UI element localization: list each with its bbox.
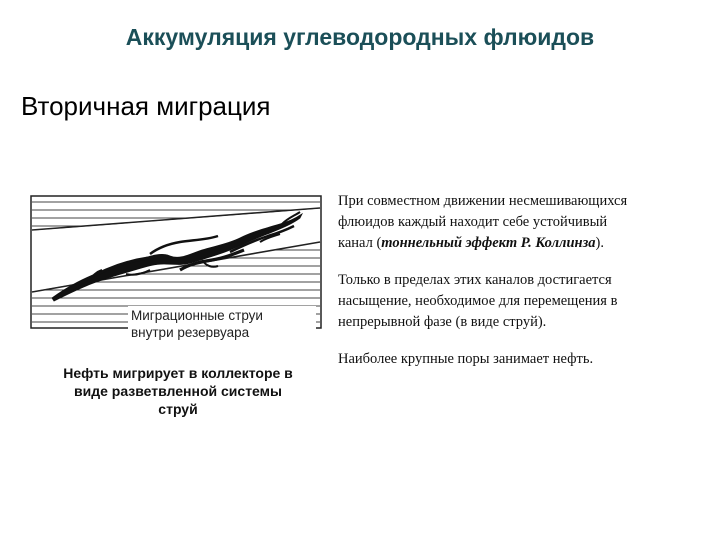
text-line: насыщение, необходимое для перемещения в — [338, 293, 618, 309]
text-line: канал ( — [338, 235, 382, 251]
figure-caption — [28, 364, 328, 418]
text-line: непрерывной фазе (в виде струй). — [338, 314, 547, 330]
caption-line: виде разветвленной системы — [74, 383, 282, 399]
text-line: Наиболее крупные поры занимает нефть. — [338, 351, 594, 367]
text-line: ). — [595, 235, 604, 251]
text-line: флюидов каждый находит себе устойчивый — [338, 214, 608, 230]
caption-line: Нефть мигрирует в коллекторе в — [63, 365, 293, 381]
caption-line: струй — [158, 401, 198, 417]
explanation-text — [338, 191, 698, 386]
emphasis-term: тоннельный эффект Р. Коллинза — [381, 235, 596, 251]
paragraph-tunnel-effect — [338, 191, 698, 254]
paragraph-pores — [338, 349, 698, 370]
text-line: При совместном движении несмешивающихся — [338, 193, 628, 209]
slide-title: Аккумуляция углеводородных флюидов — [125, 24, 595, 50]
figure-label-line: Миграционные струи — [131, 308, 263, 323]
figure-label — [128, 306, 316, 342]
text-line: Только в пределах этих каналов достигается — [338, 272, 612, 288]
section-heading: Вторичная миграция — [21, 91, 271, 121]
figure-label-line: внутри резервуара — [131, 325, 250, 340]
paragraph-saturation — [338, 270, 698, 333]
